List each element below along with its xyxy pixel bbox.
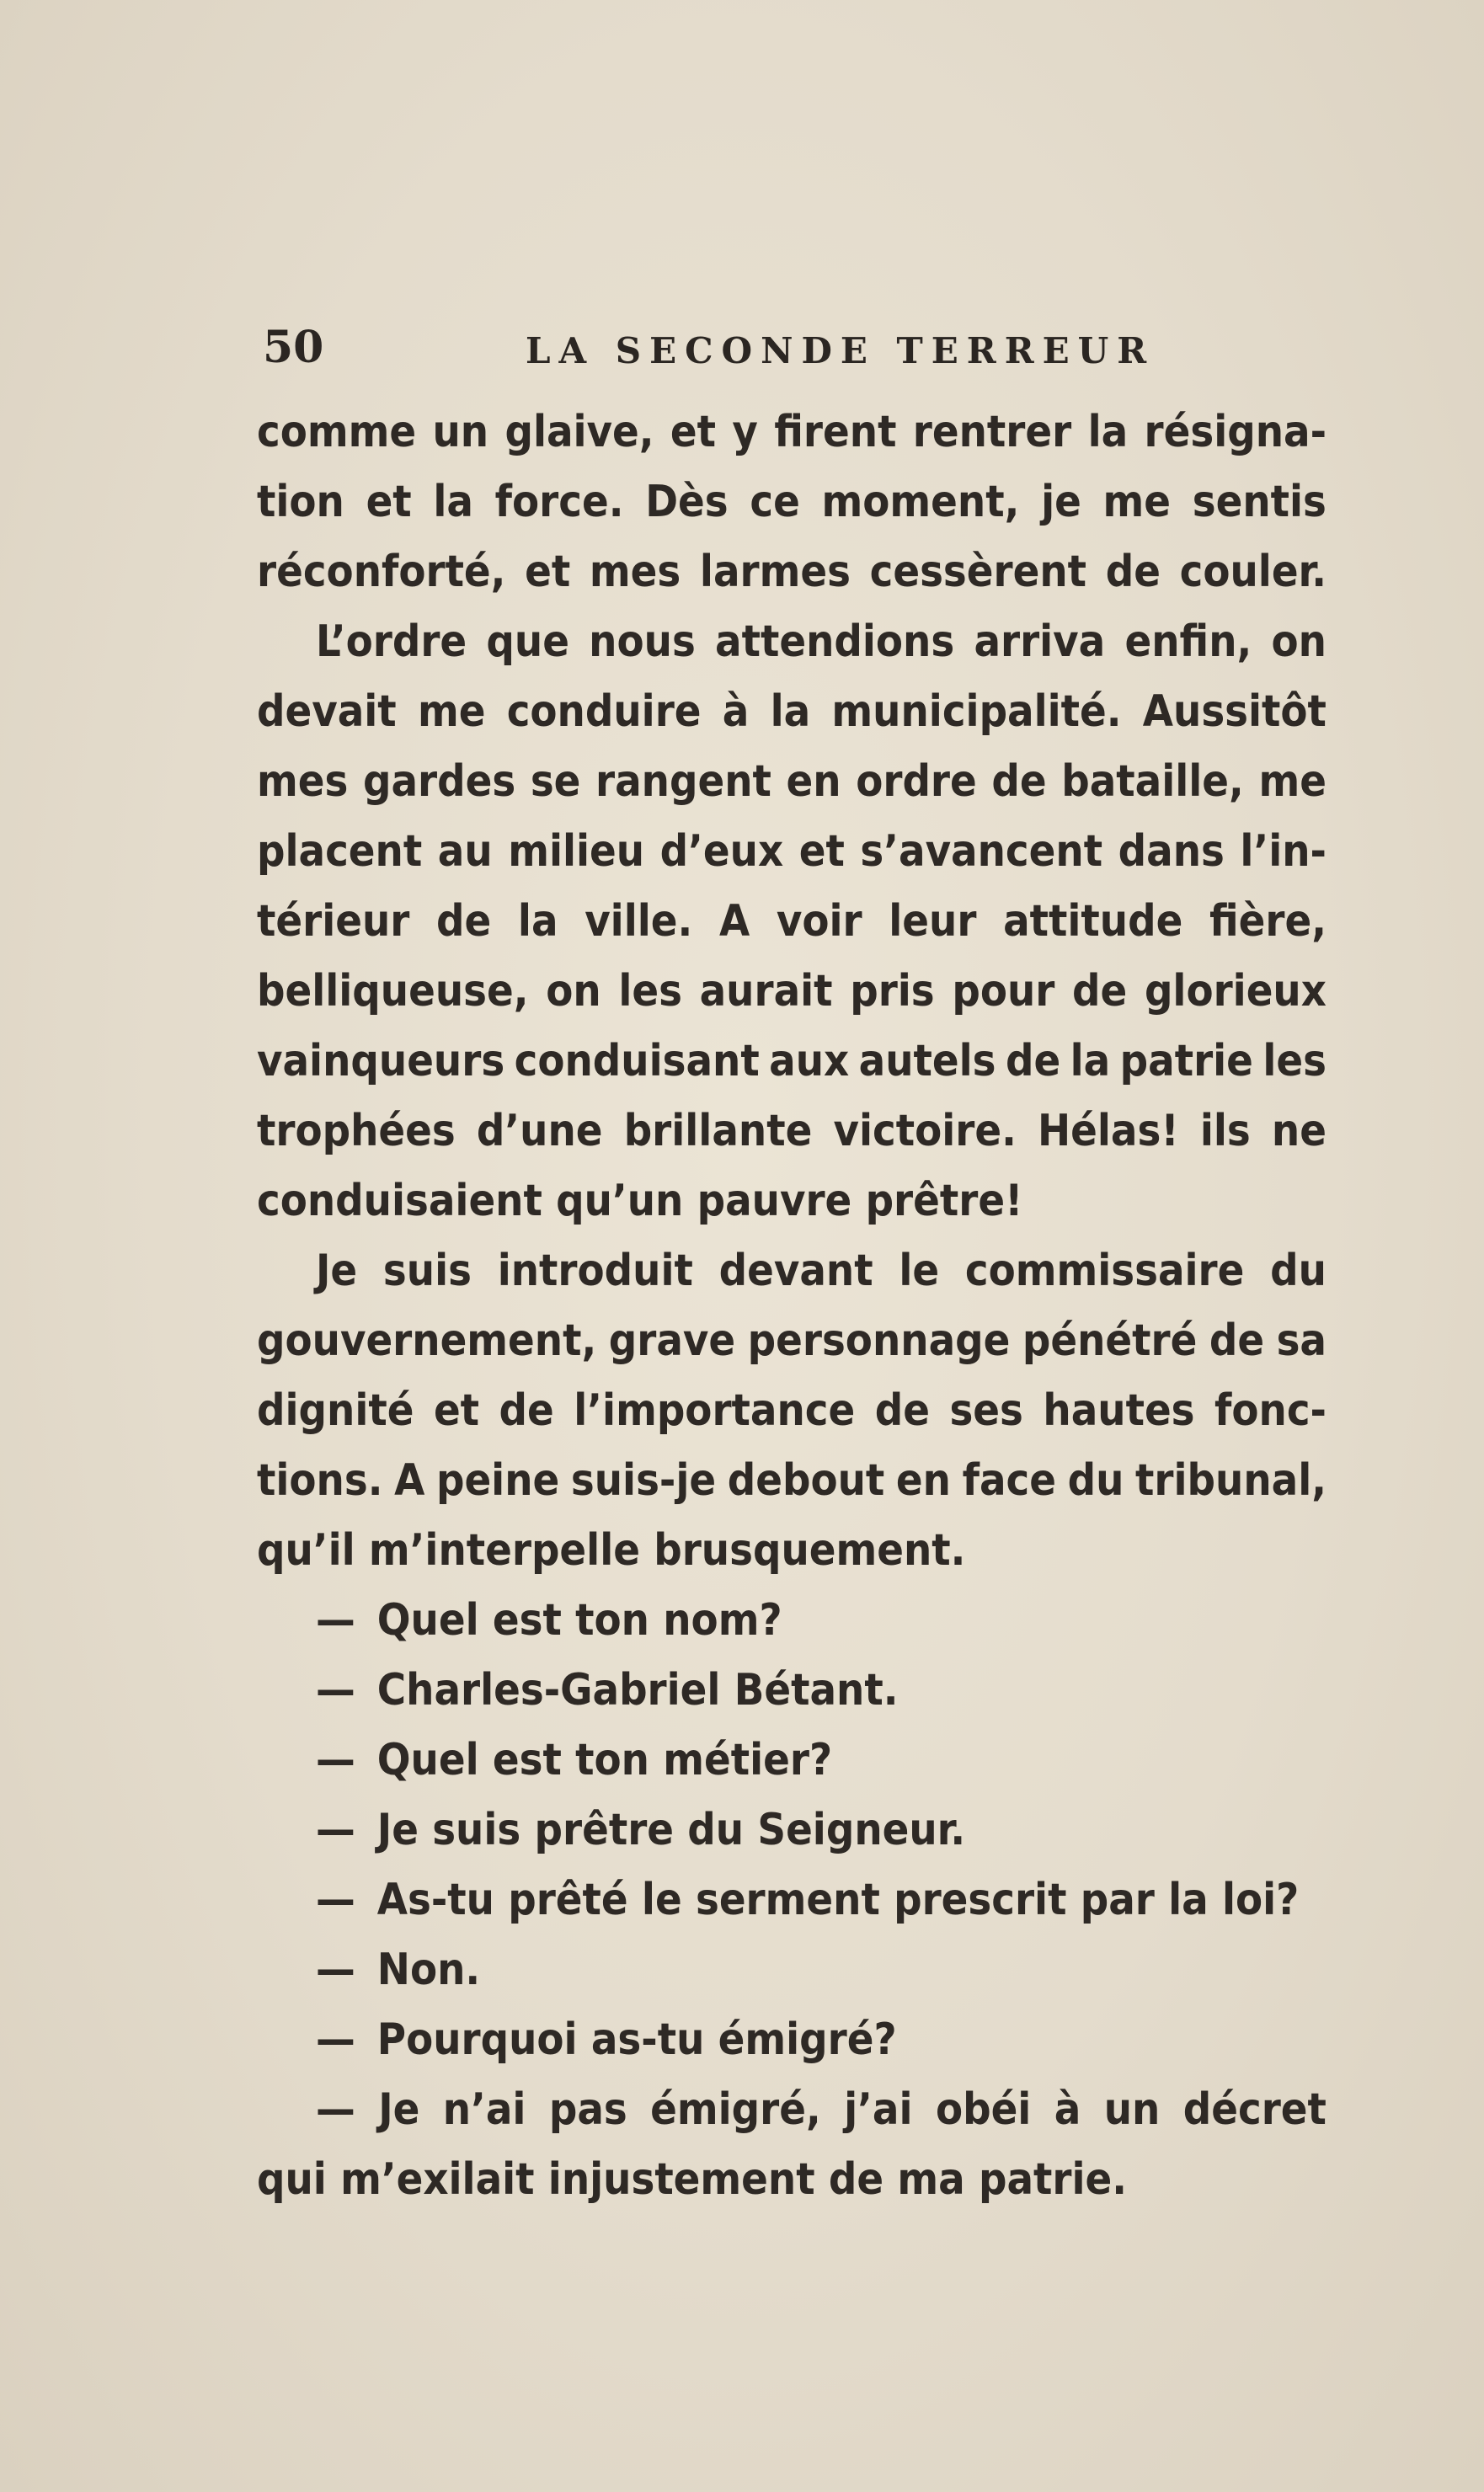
text-line: qu’il m’interpelle brusquement. bbox=[257, 1525, 966, 1576]
dialogue-text: Charles-Gabriel Bétant. bbox=[376, 1665, 899, 1716]
text-line: mes gardes se rangent en ordre de bataille, me bbox=[257, 756, 1327, 807]
text-line: dignité et de l’importance de ses hautes fonc- bbox=[257, 1385, 1327, 1436]
body-text bbox=[257, 398, 1327, 2215]
text-line: trophées d’une brillante victoire. Hélas! ils ne bbox=[257, 1106, 1327, 1156]
dialogue-dash: — bbox=[316, 1665, 355, 1716]
dialogue-line bbox=[257, 2005, 1327, 2075]
text-line: réconforté, et mes larmes cessèrent de couler. bbox=[257, 547, 1327, 597]
page-number: 50 bbox=[263, 322, 324, 373]
text-line: térieur de la ville. A voir leur attitude fière, bbox=[257, 896, 1327, 947]
text-line: tion et la force. Dès ce moment, je me sentis bbox=[257, 477, 1327, 527]
text-line: devait me conduire à la municipalité. Aussitôt bbox=[257, 686, 1327, 737]
dialogue-text: Quel est ton nom? bbox=[376, 1595, 782, 1646]
dialogue-dash: — bbox=[316, 2014, 355, 2065]
dialogue-dash: — bbox=[316, 1595, 355, 1646]
dialogue-line bbox=[257, 1865, 1327, 1935]
running-head bbox=[263, 318, 1282, 377]
dialogue-dash: — bbox=[316, 1945, 355, 1995]
dialogue-text: Quel est ton métier? bbox=[376, 1735, 833, 1785]
text-line: gouvernement, grave personnage pénétré de sa bbox=[257, 1315, 1327, 1366]
dialogue-line bbox=[257, 1796, 1327, 1865]
dialogue-dash: — bbox=[316, 1875, 355, 1925]
dialogue-line bbox=[257, 1726, 1327, 1796]
dialogue-line bbox=[257, 1586, 1327, 1656]
text-line: qui m’exilait injustement de ma patrie. bbox=[257, 2154, 1127, 2205]
text-line: Je suis introduit devant le commissaire du bbox=[316, 1246, 1327, 1296]
dialogue-dash: — bbox=[316, 1735, 355, 1785]
text-line: vainqueurs conduisant aux autels de la patrie les bbox=[257, 1036, 1327, 1086]
dialogue-text: As-tu prêté le serment prescrit par la loi? bbox=[376, 1875, 1300, 1925]
dialogue-line bbox=[257, 1935, 1327, 2005]
dialogue-text: Pourquoi as-tu émigré? bbox=[376, 2014, 897, 2065]
text-line: comme un glaive, et y firent rentrer la résigna- bbox=[257, 407, 1327, 457]
text-line: belliqueuse, on les aurait pris pour de glorieux bbox=[257, 966, 1327, 1017]
text-line: conduisaient qu’un pauvre prêtre! bbox=[257, 1176, 1023, 1226]
text-line: tions. A peine suis-je debout en face du tribunal, bbox=[257, 1455, 1327, 1506]
dialogue-line bbox=[257, 1656, 1327, 1726]
text-line: placent au milieu d’eux et s’avancent dans l’in- bbox=[257, 826, 1327, 877]
running-title: LA SECONDE TERREUR bbox=[526, 330, 1156, 371]
dialogue-text: Je suis prêtre du Seigneur. bbox=[376, 1805, 966, 1855]
text-line: — Je n’ai pas émigré, j’ai obéi à un décret bbox=[316, 2084, 1327, 2135]
text-line: L’ordre que nous attendions arriva enfin, on bbox=[316, 616, 1327, 667]
dialogue-text: Non. bbox=[376, 1945, 481, 1995]
dialogue-dash: — bbox=[316, 1805, 355, 1855]
